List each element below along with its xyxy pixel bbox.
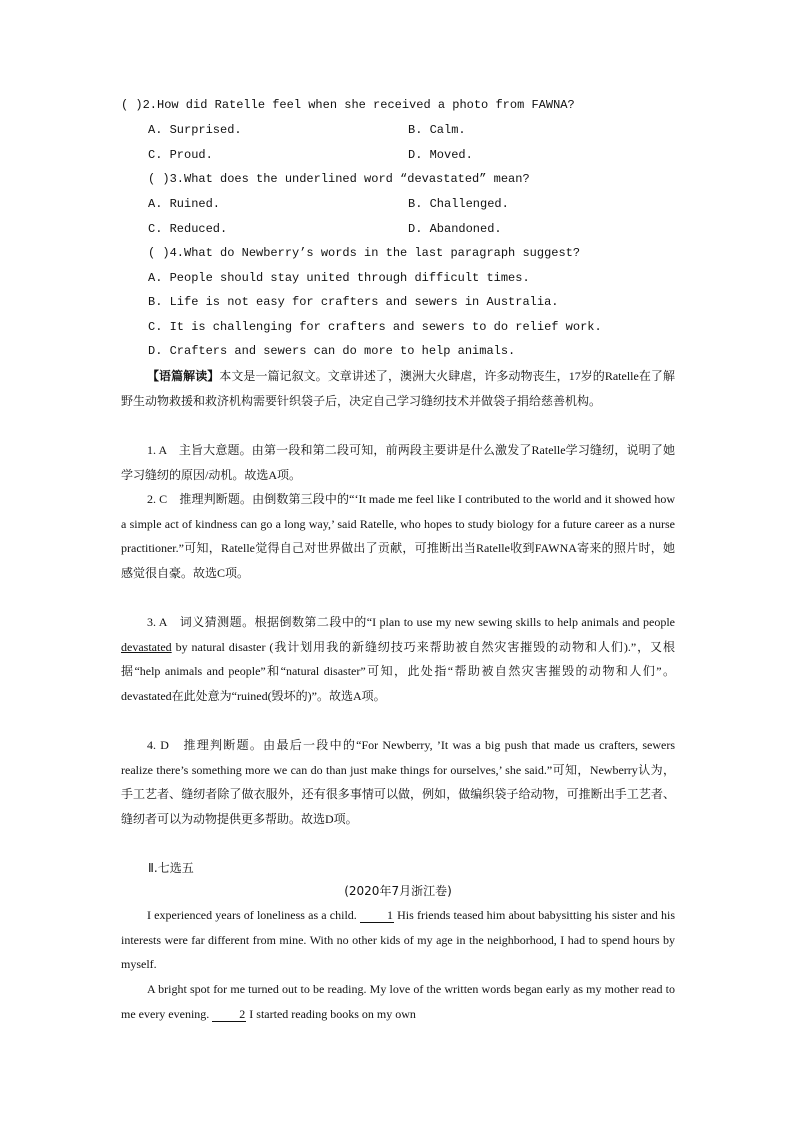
answer-1: 1. A 主旨大意题。由第一段和第二段可知，前两段主要讲是什么激发了Ratelle学习缝纫，说明了她学习缝纫的原因/动机。故选A项。 — [121, 443, 675, 482]
blank-1[interactable]: 1 — [360, 909, 394, 923]
q2-option-d: D. Moved. — [408, 148, 473, 162]
analysis-text: 本文是一篇记叙文。文章讲述了，澳洲大火肆虐，许多动物丧生，17岁的Ratelle在了解野生动物救援和救济机构需要针织袋子后，决定自己学习缝纫技术并做袋子捐给慈善机构。 — [121, 369, 675, 408]
q3-option-d: D. Abandoned. — [408, 222, 502, 236]
answer-3-lead: 3. A 词义猜测题。根据倒数第二段中的“I plan to use my new sewing skills to help animals and people — [147, 615, 675, 629]
analysis-heading: 【语篇解读】 — [147, 369, 220, 383]
blank-2[interactable]: 2 — [212, 1008, 246, 1022]
section-2-source: (2020年7月浙江卷) — [344, 884, 452, 898]
answer-3 — [121, 610, 675, 708]
answer-4: 4. D 推理判断题。由最后一段中的“For Newberry, ’It was a big push that made us crafters, sewers realize there’s something more we can do than just make things for ourselves,’ she said.”可知，Newberry认为，手工艺者、缝纫者除了做衣服外，还有很多事情可以做，例如，做编织袋子给动物，可推断出手工艺者、缝纫者可以为动物提供更多帮助。故选D项。 — [121, 738, 675, 826]
answer-2: 2. C 推理判断题。由倒数第三段中的“‘It made me feel like I contributed to the world and it showed how a simple act of kindness can go a long way,’ said Ratelle, who hopes to study biology for a future career as a nurse practitioner.”可知，Ratelle觉得自己对世界做出了贡献，可推断出当Ratelle收到FAWNA寄来的照片时，她感觉很自豪。故选C项。 — [121, 492, 675, 580]
question-4-stem: ( )4.What do Newberry’s words in the last paragraph suggest? — [148, 246, 581, 260]
q4-option-b: B. Life is not easy for crafters and sewers in Australia. — [148, 295, 559, 309]
passage-analysis — [121, 364, 675, 413]
q2-option-c: C. Proud. — [148, 148, 213, 162]
answer-3-rest: by natural disaster (我计划用我的新缝纫技巧来帮助被自然灾害摧毁的动物和人们).”，又根据“help animals and people”和“natural disaster”可知，此处指“帮助被自然灾害摧毁的动物和人们”。devastated在此处意为“ruined(毁坏的)”。故选A项。 — [121, 639, 675, 703]
q3-option-a: A. Ruined. — [148, 197, 221, 211]
q3-option-c: C. Reduced. — [148, 222, 228, 236]
q2-option-b: B. Calm. — [408, 123, 466, 137]
cloze-p1-start: I experienced years of loneliness as a child. — [147, 908, 357, 922]
q4-option-a: A. People should stay united through difficult times. — [148, 271, 530, 285]
cloze-p1-end: His friends teased him about babysitting his sister and his interests were far different from mine. With no other kids of my age in the neighborhood, I had to spend hours by myself. — [121, 908, 675, 972]
q4-option-d: D. Crafters and sewers can do more to help animals. — [148, 344, 516, 358]
section-2-title: Ⅱ.七选五 — [148, 861, 194, 875]
q3-option-b: B. Challenged. — [408, 197, 509, 211]
q2-option-a: A. Surprised. — [148, 123, 242, 137]
question-2-stem: ( )2.How did Ratelle feel when she received a photo from FAWNA? — [121, 98, 575, 112]
cloze-p2-start: A bright spot for me turned out to be reading. My love of the written words began early as my mother read to me every evening. — [121, 982, 675, 1021]
question-3-stem: ( )3.What does the underlined word “devastated” mean? — [148, 172, 530, 186]
cloze-p2-end: I started reading books on my own — [246, 1006, 416, 1021]
q4-option-c: C. It is challenging for crafters and sewers to do relief work. — [148, 320, 602, 334]
answer-3-underlined-word: devastated — [121, 639, 172, 654]
cloze-paragraph-1 — [121, 903, 675, 977]
cloze-paragraph-2 — [121, 977, 675, 1026]
